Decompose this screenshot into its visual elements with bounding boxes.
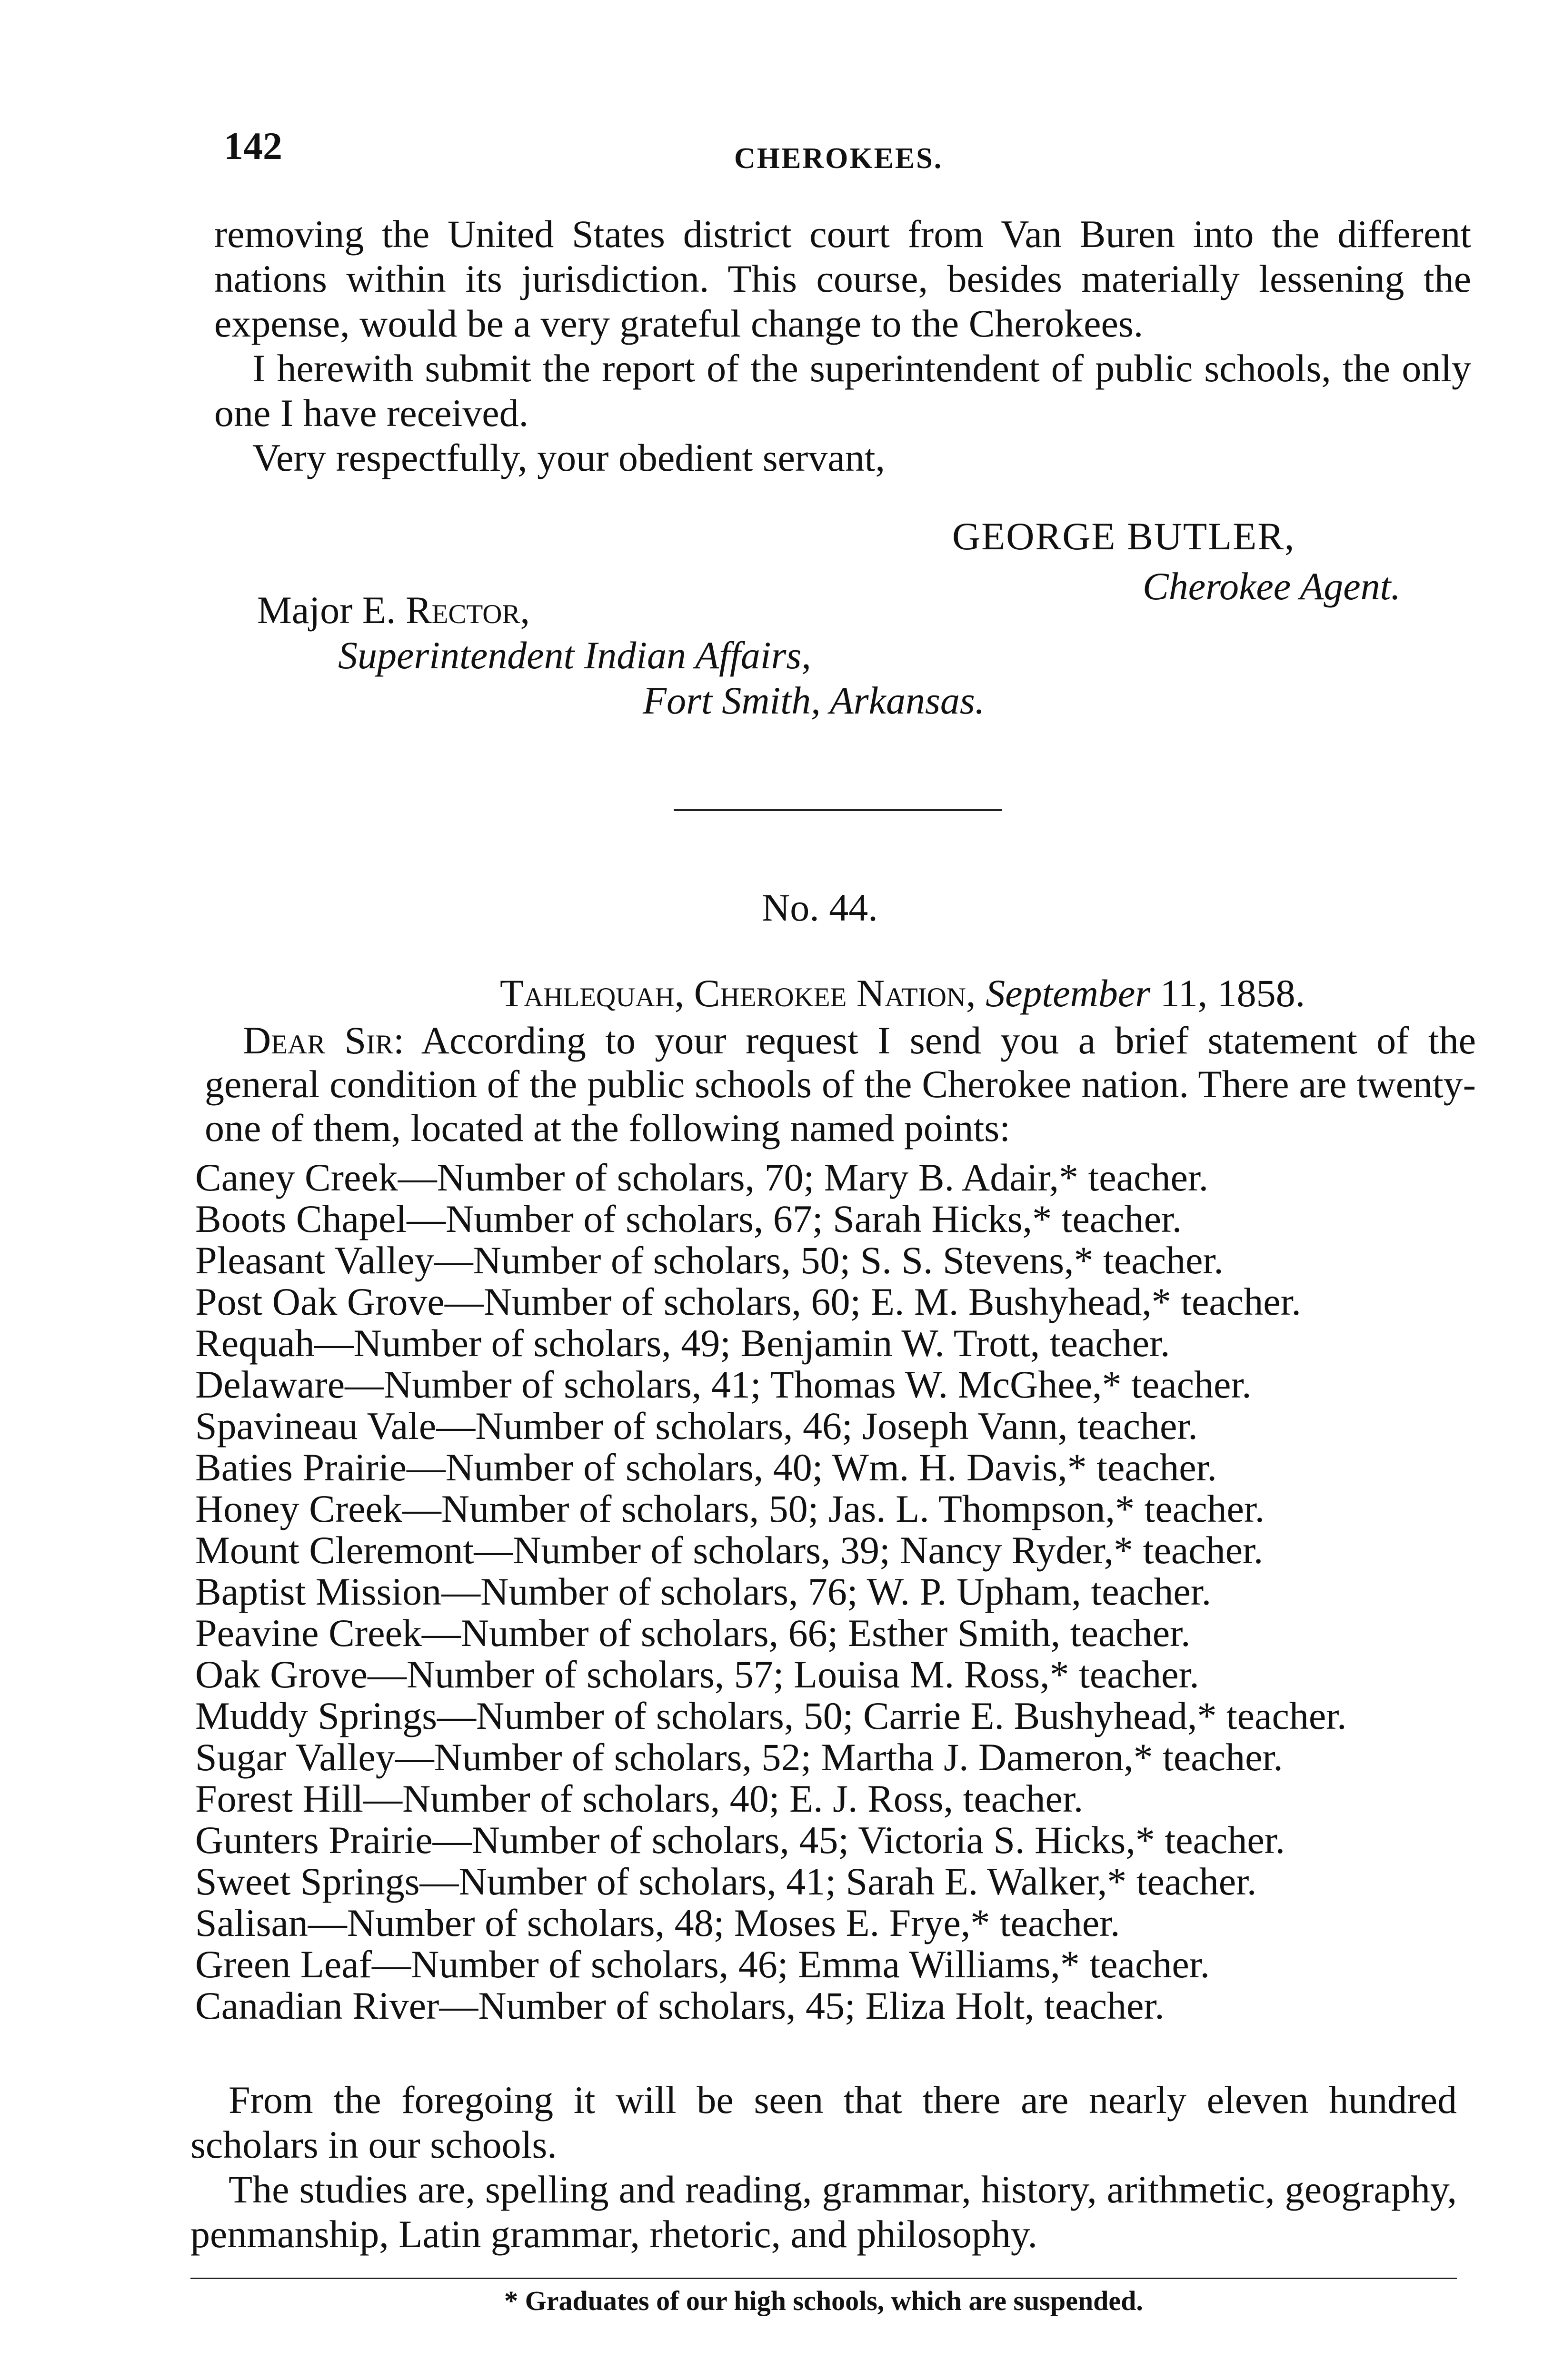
document-number: No. 44. [762,886,878,929]
list-item: Caney Creek—Number of scholars, 70; Mary B. Adair,* teacher. [195,1156,1209,1199]
conclusion-paragraph: From the foregoing it will be seen that there are nearly eleven hundred scholars in our schools. [190,2078,1457,2166]
school-list [195,1157,1481,2026]
section-divider [674,809,1002,811]
list-item: Sweet Springs—Number of scholars, 41; Sarah E. Walker,* teacher. [195,1860,1257,1903]
addressee-name [257,588,530,633]
page-number: 142 [224,124,282,168]
list-item: Spavineau Vale—Number of scholars, 46; Joseph Vann, teacher. [195,1404,1198,1448]
list-item: Delaware—Number of scholars, 41; Thomas W. McGhee,* teacher. [195,1363,1252,1406]
signer-title: Cherokee Agent. [1143,565,1401,608]
opening-text: : According to your request I send you a brief statement of the general condition of the public schools of the Cherokee nation. There are twenty-one of them, located at the following named points: [205,1019,1476,1150]
report-conclusion [190,2078,1457,2257]
list-item: Baptist Mission—Number of scholars, 76; W. P. Upham, teacher. [195,1570,1212,1613]
letter-paragraph: I herewith submit the report of the superintendent of public schools, the only one I have received. [214,347,1471,435]
opening-paragraph [205,1019,1476,1150]
list-item: Sugar Valley—Number of scholars, 52; Martha J. Dameron,* teacher. [195,1735,1283,1779]
conclusion-paragraph: The studies are, spelling and reading, grammar, history, arithmetic, geography, penmanship, Latin grammar, rhetoric, and philosophy. [190,2168,1457,2256]
letter-paragraph: Very respectfully, your obedient servant, [252,436,886,479]
list-item: Mount Cleremont—Number of scholars, 39; Nancy Ryder,* teacher. [195,1528,1264,1572]
signer-name: GEORGE BUTLER, [952,515,1295,558]
list-item: Baties Prairie—Number of scholars, 40; Wm. H. Davis,* teacher. [195,1446,1217,1489]
list-item: Salisan—Number of scholars, 48; Moses E. Frye,* teacher. [195,1901,1120,1944]
dateline-month: September [986,972,1151,1015]
footnote-divider [190,2278,1457,2279]
running-head: CHEROKEES. [734,142,943,175]
list-item: Canadian River—Number of scholars, 45; Eliza Holt, teacher. [195,1984,1165,2027]
addressee-surname: Rector, [405,588,530,632]
list-item: Pleasant Valley—Number of scholars, 50; S. S. Stevens,* teacher. [195,1239,1224,1282]
list-item: Gunters Prairie—Number of scholars, 45; Victoria S. Hicks,* teacher. [195,1818,1285,1862]
footnote: * Graduates of our high schools, which are suspended. [504,2285,1143,2316]
list-item: Post Oak Grove—Number of scholars, 60; E. M. Bushyhead,* teacher. [195,1280,1301,1323]
list-item: Requah—Number of scholars, 49; Benjamin W. Trott, teacher. [195,1321,1170,1365]
list-item: Peavine Creek—Number of scholars, 66; Esther Smith, teacher. [195,1611,1191,1655]
letter-body [214,212,1471,480]
list-item: Green Leaf—Number of scholars, 46; Emma Williams,* teacher. [195,1943,1210,1986]
report-opening [205,1019,1476,1150]
dateline-place: Tahlequah, Cherokee Nation, [500,972,976,1015]
addressee-location: Fort Smith, Arkansas. [643,679,985,722]
list-item: Muddy Springs—Number of scholars, 50; Carrie E. Bushyhead,* teacher. [195,1694,1347,1737]
list-item: Oak Grove—Number of scholars, 57; Louisa M. Ross,* teacher. [195,1653,1199,1696]
page-header [214,114,1471,181]
salutation: Dear Sir [243,1019,394,1062]
list-item: Boots Chapel—Number of scholars, 67; Sarah Hicks,* teacher. [195,1197,1182,1240]
list-item: Honey Creek—Number of scholars, 50; Jas. L. Thompson,* teacher. [195,1487,1265,1530]
addressee-office: Superintendent Indian Affairs, [338,634,811,677]
dateline-rest: 11, 1858. [1150,972,1305,1015]
list-item: Forest Hill—Number of scholars, 40; E. J. Ross, teacher. [195,1777,1084,1820]
addressee-prefix: Major E. [257,588,406,632]
dateline [500,971,1305,1016]
letter-paragraph: removing the United States district court from Van Buren into the different nations within its jurisdiction. This course, besides materially lessening the expense, would be a very grateful change to the Cherokees. [214,212,1471,345]
